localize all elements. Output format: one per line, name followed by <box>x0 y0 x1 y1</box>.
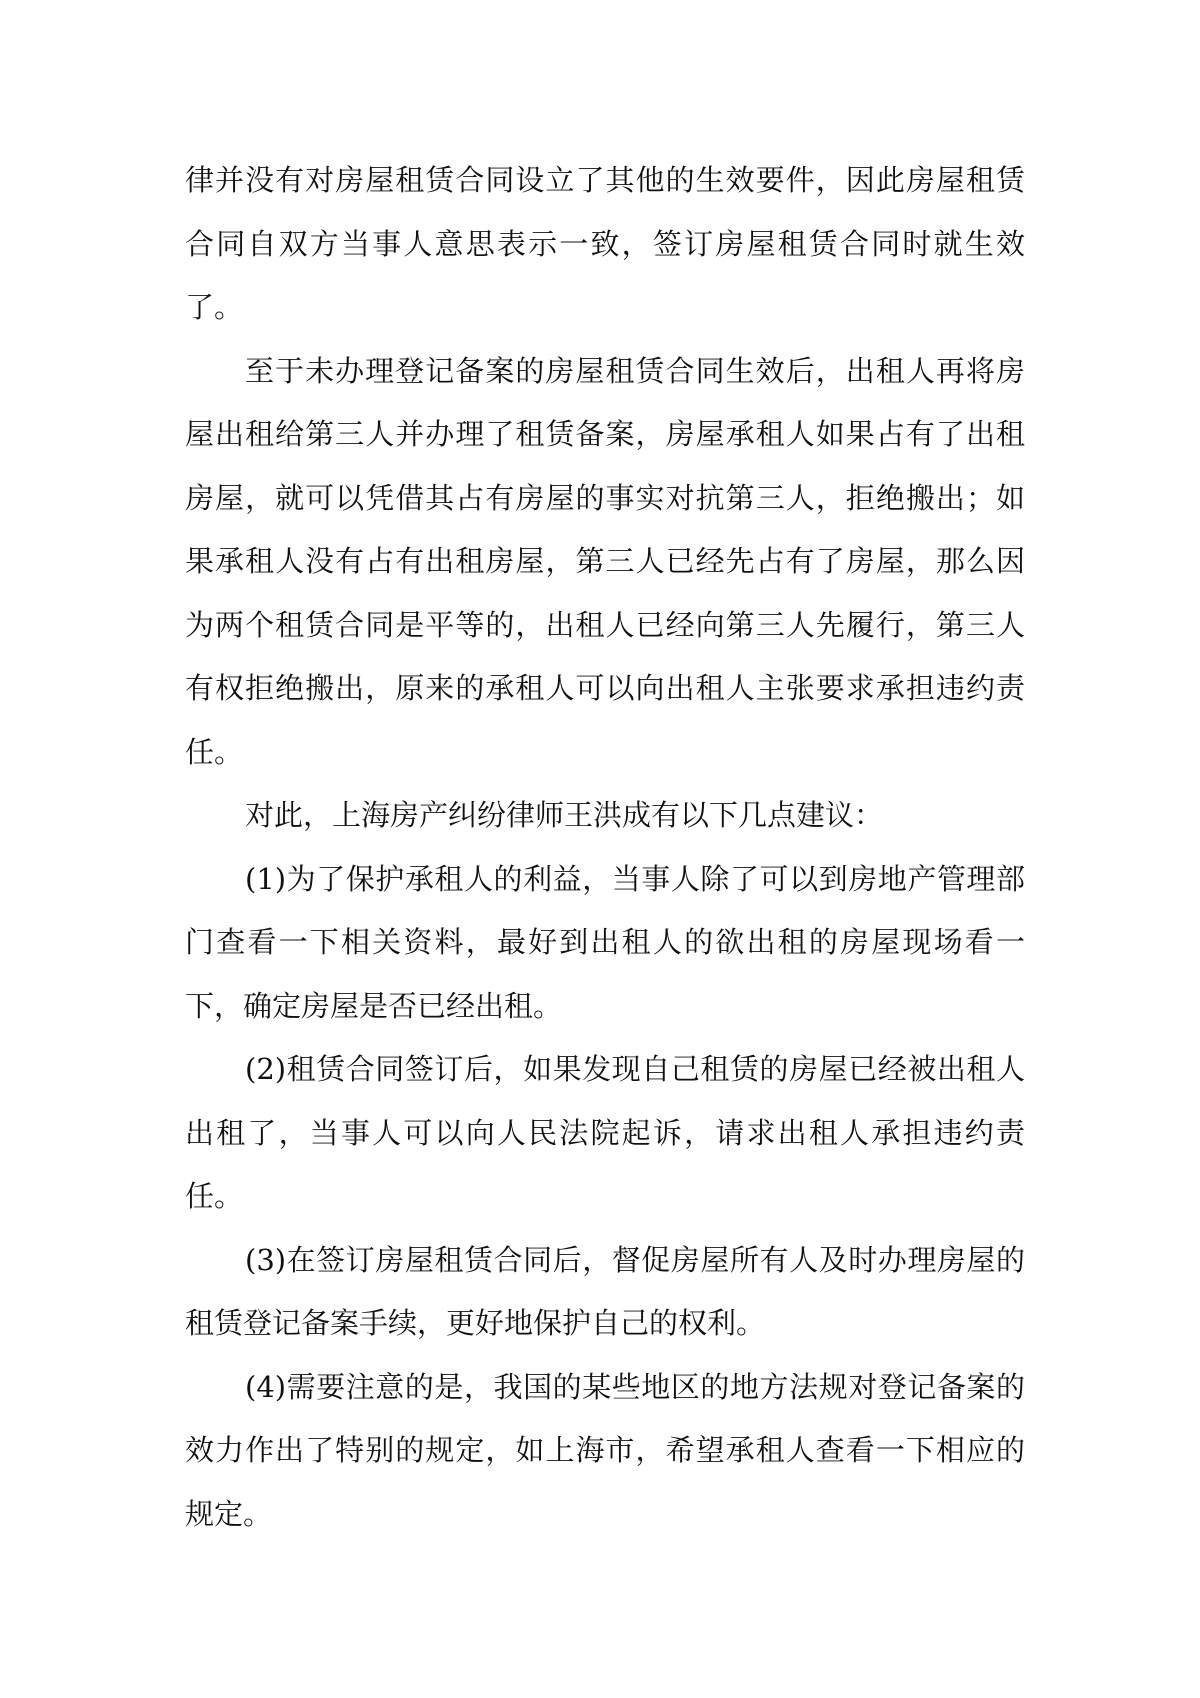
paragraph-continuation: 律并没有对房屋租赁合同设立了其他的生效要件，因此房屋租赁合同自双方当事人意思表示一致，签订房屋租赁合同时就生效了。 <box>185 163 1025 324</box>
paragraph-advice-3: (3)在签订房屋租赁合同后，督促房屋所有人及时办理房屋的租赁登记备案手续，更好地保护自己的权利。 <box>185 1242 1025 1340</box>
paragraph-advice-intro: 对此，上海房产纠纷律师王洪成有以下几点建议： <box>245 798 884 832</box>
document-body <box>185 149 1025 1546</box>
paragraph-advice-4: (4)需要注意的是，我国的某些地区的地方法规对登记备案的效力作出了特别的规定，如上海市，希望承租人查看一下相应的规定。 <box>185 1369 1025 1531</box>
paragraph-unregistered-lease: 至于未办理登记备案的房屋租赁合同生效后，出租人再将房屋出租给第三人并办理了租赁备案，房屋承租人如果占有了出租房屋，就可以凭借其占有房屋的事实对抗第三人，拒绝搬出；如果承租人没有占有出租房屋，第三人已经先占有了房屋，那么因为两个租赁合同是平等的，出租人已经向第三人先履行，第三人有权拒绝搬出，原来的承租人可以向出租人主张要求承担违约责任。 <box>185 353 1025 769</box>
paragraph-advice-2: (2)租赁合同签订后，如果发现自己租赁的房屋已经被出租人出租了，当事人可以向人民法院起诉，请求出租人承担违约责任。 <box>185 1052 1025 1213</box>
paragraph-advice-1: (1)为了保护承租人的利益，当事人除了可以到房地产管理部门查看一下相关资料，最好到出租人的欲出租的房屋现场看一下，确定房屋是否已经出租。 <box>185 861 1025 1023</box>
